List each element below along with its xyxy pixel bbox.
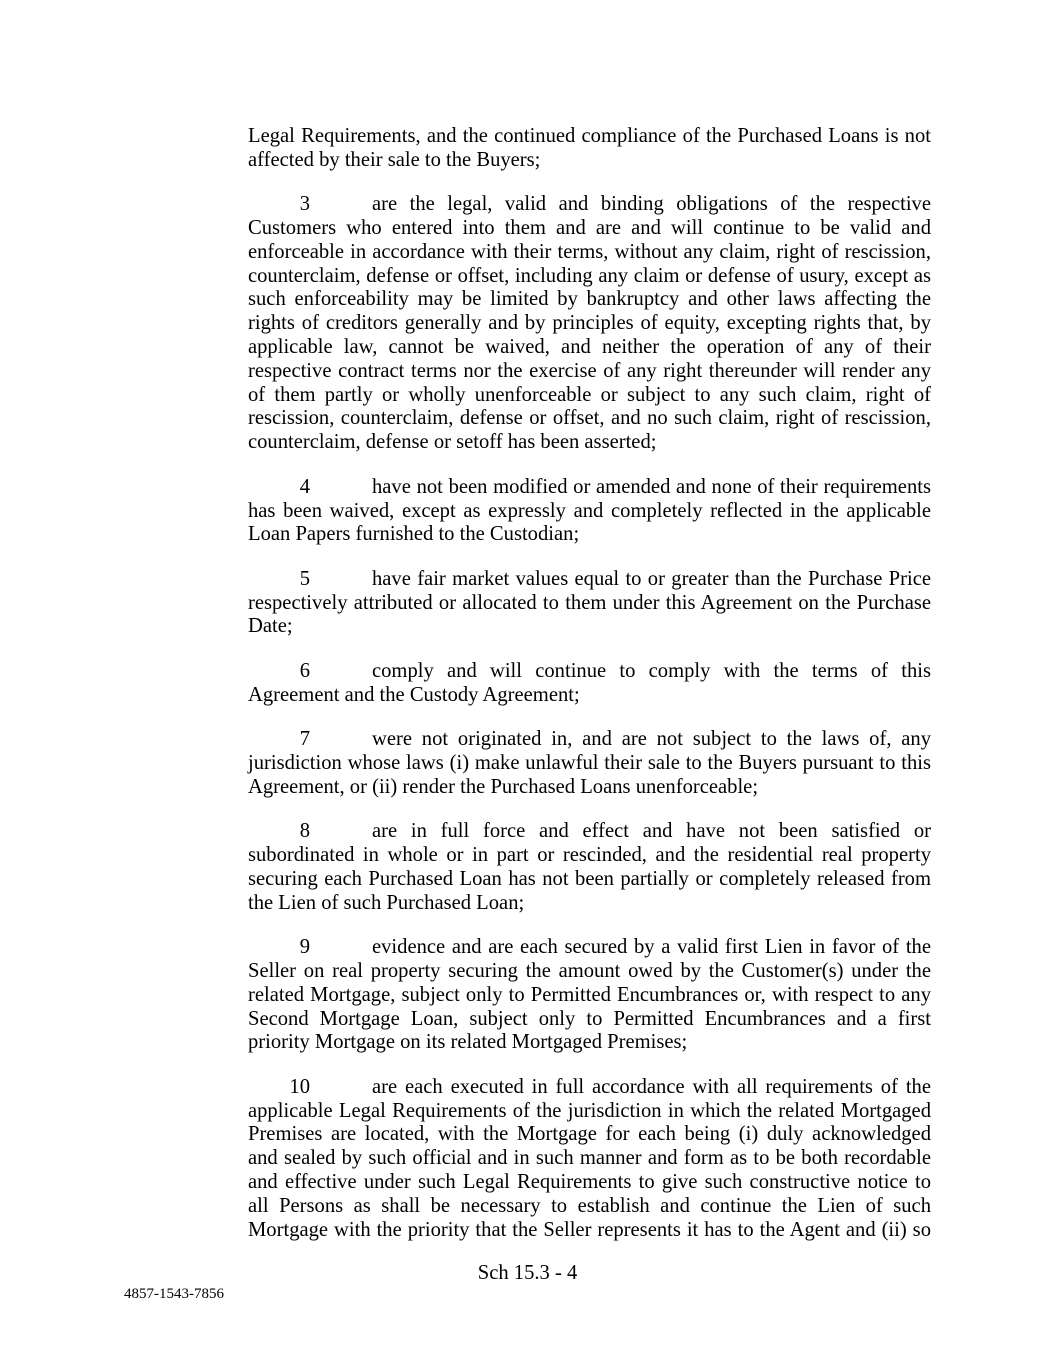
text-line: Date; — [248, 615, 293, 638]
text-line: the Lien of such Purchased Loan; — [248, 891, 525, 914]
text-line: have not been modified or amended and none of their requirements — [372, 475, 931, 498]
text-line: Mortgage with the priority that the Seller represents it has to the Agent and (ii) so — [248, 1218, 931, 1241]
numbered-line — [248, 820, 931, 844]
text-line: subordinated in whole or in part or rescinded, and the residential real property — [248, 844, 931, 867]
text-line: counterclaim, defense or setoff has been asserted; — [248, 431, 657, 454]
text-line: all Persons as shall be necessary to establish and continue the Lien of such — [248, 1194, 931, 1217]
item-number: 9 — [299, 936, 310, 959]
text-line: Loan Papers furnished to the Custodian; — [248, 523, 580, 546]
item-5-paragraph — [248, 568, 931, 639]
text-line: priority Mortgage on its related Mortgaged Premises; — [248, 1031, 688, 1054]
item-6-paragraph — [248, 660, 931, 708]
text-line: rescission, counterclaim, defense or offset, and no such claim, right of rescission, — [248, 407, 931, 430]
text-line: jurisdiction whose laws (i) make unlawful their sale to the Buyers pursuant to this — [248, 751, 931, 774]
text-line: are each executed in full accordance with all requirements of the — [372, 1075, 931, 1098]
numbered-line — [248, 1076, 931, 1100]
item-8-paragraph — [248, 820, 931, 915]
text-line: are the legal, valid and binding obligations of the respective — [372, 193, 931, 216]
text-line: Seller on real property securing the amount owed by the Customer(s) under the — [248, 959, 931, 982]
text-line: applicable law, cannot be waived, and neither the operation of any of their — [248, 336, 931, 359]
text-line: comply and will continue to comply with the terms of this — [372, 659, 931, 682]
text-line: Customers who entered into them and are and will continue to be valid and — [248, 217, 931, 240]
item-7-paragraph — [248, 728, 931, 799]
text-line: counterclaim, defense or offset, including any claim or defense of usury, except as — [248, 264, 931, 287]
item-number: 3 — [299, 193, 310, 216]
item-number: 5 — [299, 567, 310, 590]
item-number: 6 — [299, 659, 310, 682]
item-10-paragraph — [248, 1076, 931, 1243]
text-line: related Mortgage, subject only to Permitted Encumbrances or, with respect to any — [248, 983, 931, 1006]
page-number-label: Sch 15.3 - 4 — [477, 1262, 578, 1284]
text-line: are in full force and effect and have not been satisfied or — [372, 820, 931, 843]
text-line: securing each Purchased Loan has not been partially or completely released from — [248, 867, 931, 890]
item-9-paragraph — [248, 936, 931, 1055]
text-line: and sealed by such official and in such manner and form as to be both recordable — [248, 1147, 931, 1170]
numbered-line — [248, 476, 931, 500]
text-line: evidence and are each secured by a valid first Lien in favor of the — [372, 936, 931, 959]
text-line: Agreement and the Custody Agreement; — [248, 683, 580, 706]
text-line: such enforceability may be limited by bankruptcy and other laws affecting the — [248, 288, 931, 311]
text-line: Agreement, or (ii) render the Purchased Loans unenforceable; — [248, 775, 759, 798]
text-line: of them partly or wholly unenforceable or subject to any such claim, right of — [248, 383, 931, 406]
numbered-line — [248, 568, 931, 592]
text-line: have fair market values equal to or greater than the Purchase Price — [372, 567, 931, 590]
text-line: respectively attributed or allocated to them under this Agreement on the Purchase — [248, 591, 931, 614]
continuation-paragraph — [248, 125, 931, 173]
text-line: rights of creditors generally and by principles of equity, excepting rights that, by — [248, 312, 931, 335]
text-line: has been waived, except as expressly and completely reflected in the applicable — [248, 499, 931, 522]
document-id: 4857-1543-7856 — [124, 1286, 224, 1302]
text-line: were not originated in, and are not subject to the laws of, any — [372, 728, 931, 751]
text-line: Premises are located, with the Mortgage for each being (i) duly acknowledged — [248, 1123, 931, 1146]
body-text — [248, 125, 931, 1263]
text-line: enforceable in accordance with their terms, without any claim, right of rescission, — [248, 240, 931, 263]
numbered-line — [248, 660, 931, 684]
numbered-line — [248, 193, 931, 217]
item-3-paragraph — [248, 193, 931, 455]
text-line: Second Mortgage Loan, subject only to Permitted Encumbrances and a first — [248, 1007, 931, 1030]
numbered-line — [248, 728, 931, 752]
item-number: 7 — [299, 728, 310, 751]
item-number: 10 — [289, 1075, 310, 1098]
item-number: 4 — [299, 475, 310, 498]
text-line: Legal Requirements, and the continued compliance of the Purchased Loans is not — [248, 125, 931, 147]
numbered-line — [248, 936, 931, 960]
text-line: applicable Legal Requirements of the jurisdiction in which the related Mortgaged — [248, 1099, 931, 1122]
item-number: 8 — [299, 820, 310, 843]
text-line: respective contract terms nor the exercise of any right thereunder will render any — [248, 359, 931, 382]
text-line: affected by their sale to the Buyers; — [248, 148, 541, 171]
text-line: and effective under such Legal Requirements to give such constructive notice to — [248, 1170, 931, 1193]
item-4-paragraph — [248, 476, 931, 547]
